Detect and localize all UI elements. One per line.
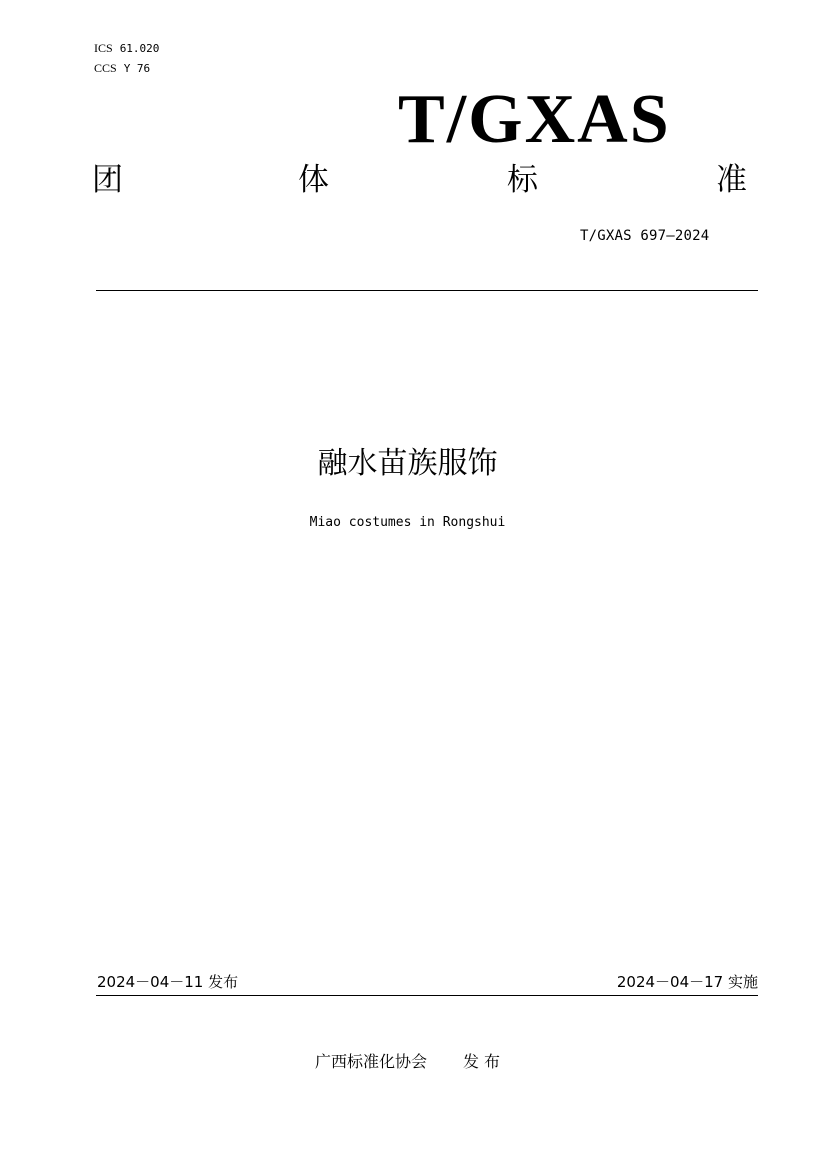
- standard-type-char-3: 标: [507, 162, 538, 198]
- standard-type-char-2: 体: [298, 162, 329, 198]
- standard-type-char-1: 团: [92, 162, 123, 198]
- ccs-value: Y 76: [123, 62, 151, 75]
- standard-logo: T/GXAS: [398, 81, 671, 158]
- ics-code: [94, 38, 159, 59]
- ccs-code: [94, 58, 150, 79]
- ics-label: ICS: [94, 41, 113, 55]
- publisher-name: 广西标准化协会: [314, 1052, 427, 1071]
- standard-number: T/GXAS 697—2024: [580, 228, 710, 244]
- ccs-label: CCS: [94, 61, 117, 75]
- ics-value: 61.020: [119, 42, 160, 55]
- issue-date: 2024－04－11 发布: [97, 973, 239, 991]
- standard-type-char-4: 准: [716, 162, 747, 198]
- header-divider: [96, 290, 758, 291]
- publisher-line: [0, 1050, 815, 1074]
- document-title-english: Miao costumes in Rongshui: [309, 515, 506, 530]
- document-title-chinese: 融水苗族服饰: [317, 446, 498, 481]
- publisher-action: 发 布: [462, 1052, 501, 1071]
- footer-divider: [96, 995, 758, 996]
- implementation-date: 2024－04－17 实施: [616, 973, 758, 991]
